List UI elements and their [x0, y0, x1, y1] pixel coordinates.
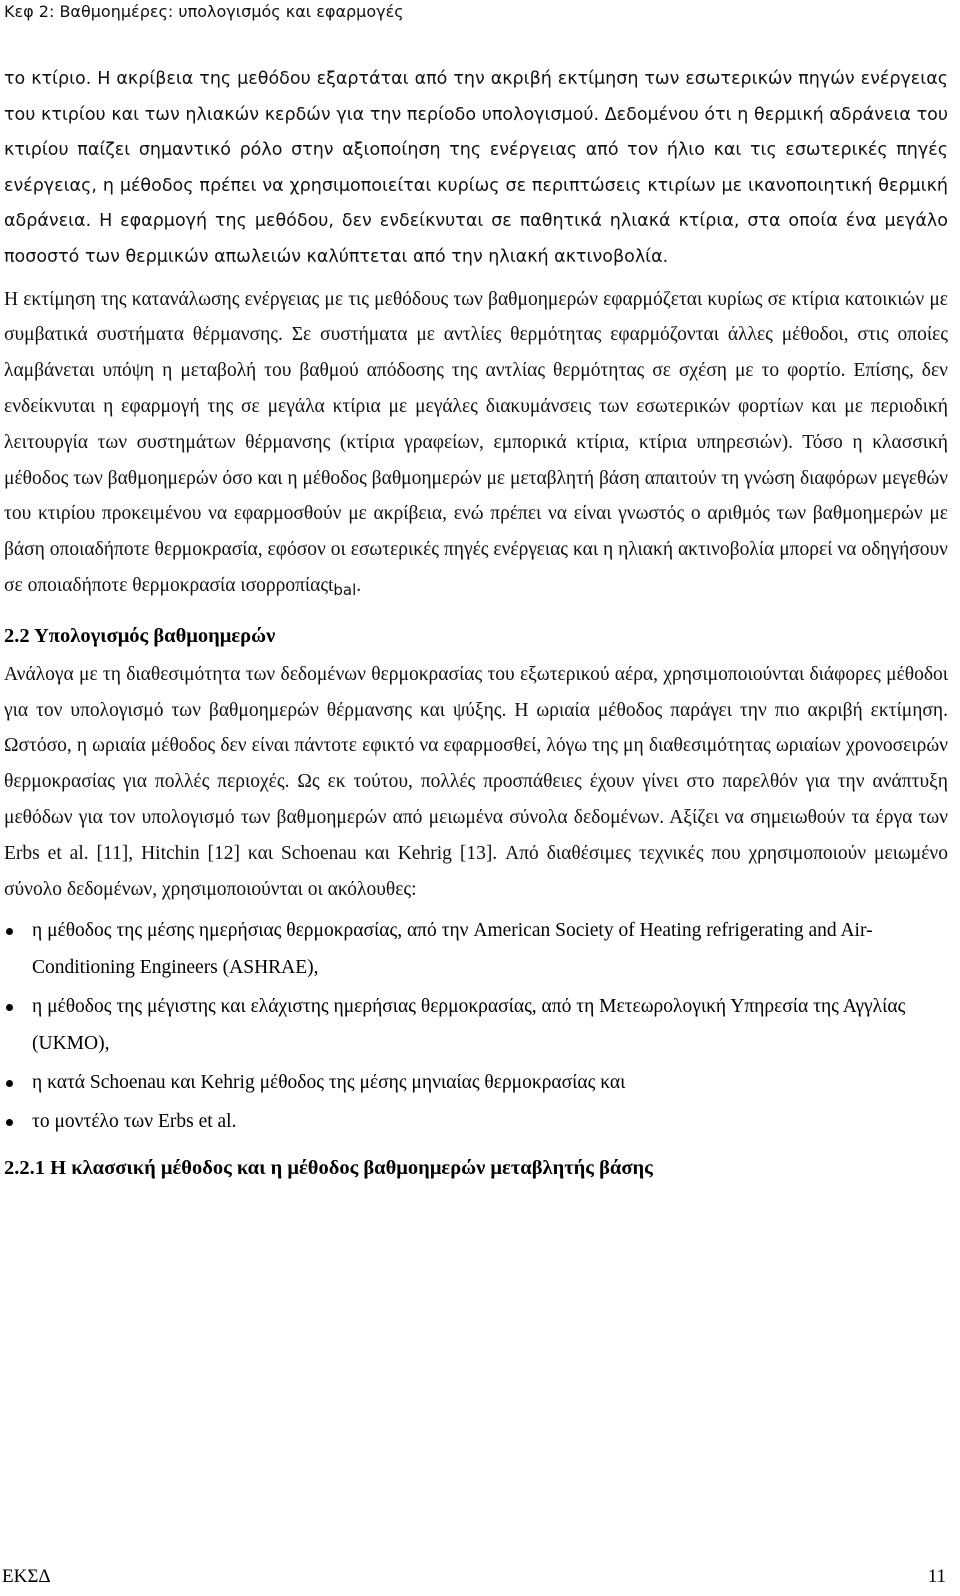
running-header: Κεφ 2: Βαθμοημέρες: υπολογισμός και εφαρμογές [4, 2, 404, 21]
bullet-icon [6, 928, 13, 935]
list-item [4, 913, 948, 986]
paragraph-degree-day-calculation: Ανάλογα με τη διαθεσιμότητα των δεδομένων θερμοκρασίας του εξωτερικού αέρα, χρησιμοποιούνται διάφορες μέθοδοι για τον υπολογισμό των βαθμοημερών θέρμανσης και ψύξης. Η ωριαία μέθοδος παράγει την πιο ακριβή εκτίμηση. Ωστόσο, η ωριαία μέθοδος δεν είναι πάντοτε εφικτό να εφαρμοσθεί, λόγω της μη διαθεσιμότητας ωριαίων χρονοσειρών θερμοκρασίας για πολλές περιοχές. Ως εκ τούτου, πολλές προσπάθειες έχουν γίνει στο παρελθόν για την ανάπτυξη μεθόδων για τον υπολογισμό των βαθμοημερών από μειωμένα σύνολα δεδομένων. Αξίζει να σημειωθούν τα έργα των Erbs et al. [11], Hitchin [12] και Schoenau και Kehrig [13]. Από διαθέσιμες τεχνικές που χρησιμοποιούν μειωμένο σύνολο δεδομένων, χρησιμοποιούνται οι ακόλουθες: [4, 663, 948, 900]
page-number: 11 [927, 1566, 946, 1587]
section-heading-2-2: 2.2 Υπολογισμός βαθμοημερών [4, 624, 276, 647]
bullet-icon [6, 1119, 13, 1126]
balance-temperature-symbol: t [328, 574, 334, 596]
list-item-text: το μοντέλο των Erbs et al. [32, 1111, 237, 1133]
list-item [4, 1065, 948, 1101]
paragraph-method-accuracy: το κτίριο. Η ακρίβεια της μεθόδου εξαρτάται από την ακριβή εκτίμηση των εσωτερικών πηγών ενέργειας του κτιρίου και των ηλιακών κερδών για την περίοδο υπολογισμού. Δεδομένου ότι η θερμική αδράνεια του κτιρίου παίζει σημαντικό ρόλο στην αξιοποίηση της ενέργειας από τον ήλιο και τις εσωτερικές πηγές ενέργειας, η μέθοδος πρέπει να χρησιμοποιείται κυρίως σε περιπτώσεις κτιρίων με ικανοποιητική θερμική αδράνεια. Η εφαρμογή της μεθόδου, δεν ενδείκνυται σε παθητικά ηλιακά κτίρια, στα οποία ένα μεγάλο ποσοστό των θερμικών απωλειών καλύπτεται από την ηλιακή ακτινοβολία. [4, 69, 948, 267]
list-item-text: η μέθοδος της μέγιστης και ελάχιστης ημερήσιας θερμοκρασίας, από τη Μετεωρολογική Υπηρεσία της Αγγλίας (UKMO), [32, 996, 906, 1054]
list-item [4, 1104, 948, 1140]
list-item-text: η μέθοδος της μέσης ημερήσιας θερμοκρασίας, από την American Society of Heating refrigerating and Air-Conditioning Engineers (ASHRAE), [32, 920, 873, 978]
section-heading-2-2-1: 2.2.1 Η κλασσική μέθοδος και η μέθοδος βαθμοημερών μεταβλητής βάσης [4, 1156, 653, 1179]
list-item-text: η κατά Schoenau και Kehrig μέθοδος της μέσης μηνιαίας θερμοκρασίας και [32, 1071, 626, 1093]
body-text [4, 62, 948, 1181]
methods-list [4, 913, 948, 1140]
paragraph-applicability-end: . [356, 574, 362, 596]
paragraph-applicability [4, 282, 948, 609]
bullet-icon [6, 1004, 13, 1011]
footer-label: ΕΚΣΔ [2, 1566, 51, 1587]
paragraph-applicability-text: Η εκτίμηση της κατανάλωσης ενέργειας με τις μεθόδους των βαθμοημερών εφαρμόζεται κυρίως σε κτίρια κατοικιών με συμβατικά συστήματα θέρμανσης. Σε συστήματα με αντλίες θερμότητας εφαρμόζονται άλλες μέθοδοι, στις οποίες λαμβάνεται υπόψη η μεταβολή του βαθμού απόδοσης της αντλίας θερμότητας σε σχέση με το φορτίο. Επίσης, δεν ενδείκνυται η εφαρμογή της σε μεγάλα κτίρια με μεγάλες διακυμάνσεις των εσωτερικών φορτίων και με περιοδική λειτουργία των συστημάτων θέρμανσης (κτίρια γραφείων, εμπορικά κτίρια, κτίρια υπηρεσιών). Τόσο η κλασσική μέθοδος των βαθμοημερών όσο και η μέθοδος βαθμοημερών με μεταβλητή βάση απαιτούν τη γνώση διαφόρων μεγεθών του κτιρίου προκειμένου να εφαρμοσθούν με ακρίβεια, ενώ πρέπει να είναι γνωστός ο αριθμός των βαθμοημερών με βάση οποιαδήποτε θερμοκρασία, εφόσον οι εσωτερικές πηγές ενέργειας και η ηλιακή ακτινοβολία μπορεί να οδηγήσουν σε οποιαδήποτε θερμοκρασία ισορροπίας [4, 288, 948, 596]
bullet-icon [6, 1080, 13, 1087]
balance-temperature-subscript: bal [333, 580, 357, 599]
list-item [4, 989, 948, 1062]
